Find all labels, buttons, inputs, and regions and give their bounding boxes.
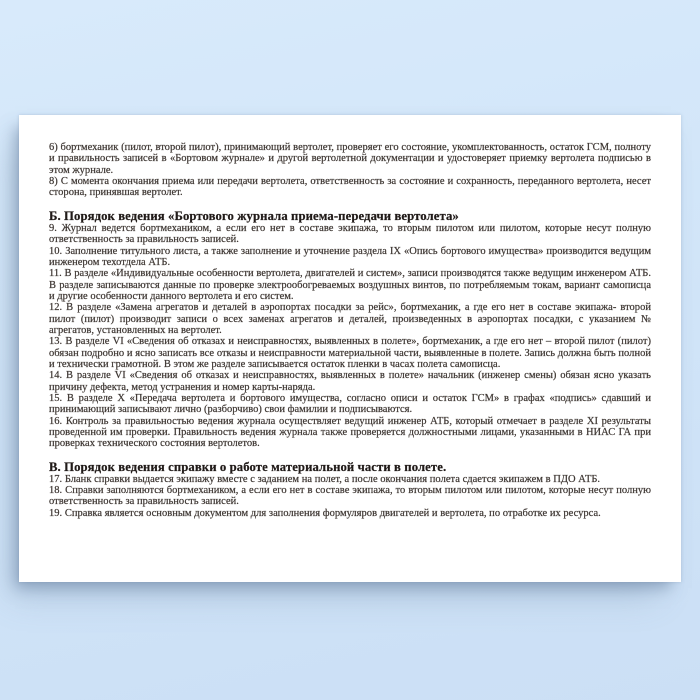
para-item-16: 16. Контроль за правильностью ведения журнала осуществляет ведущий инженер АТБ, который отмечает в разделе XI результаты проведенной им проверки. Правильность ведения журнала также проверяется должностными лицами, указанными в НИАС ГА при проверках технического состояния вертолетов. xyxy=(49,415,651,450)
para-item-18: 18. Справки заполняются бортмехаником, а если его нет в составе экипажа, то вторым пилотом или пилотом, которые несут полную ответственность за правильность записей. xyxy=(49,485,651,508)
para-item-17: 17. Бланк справки выдается экипажу вместе с заданием на полет, а после окончания полета сдается экипажем в ПДО АТБ. xyxy=(49,473,601,485)
para-item-13: 13. В разделе VI «Сведения об отказах и неисправностях, выявленных в полете», бортмеханик, а где его нет – второй пилот (пилот) обязан подробно и ясно записать все отказы и неисправности материальной части, выявленные в полете. Запись должна быть полной и технически грамотной. В этом же разделе записывается остаток пленки в часах полета самописца. xyxy=(49,336,651,370)
section-heading-v: В. Порядок ведения справки о работе материальной части в полете. xyxy=(49,459,447,474)
para-item-14: 14. В разделе VI «Сведения об отказах и неисправностях, выявленных в полете» начальник (инженер смены) обязан ясно указать причину дефекта, метод устранения и номер карты-наряда. xyxy=(49,370,651,393)
para-item-19: 19. Справка является основным документом для заполнения формуляров двигателей и вертолета, по отработке их ресурса. xyxy=(49,507,601,519)
para-item-15: 15. В разделе X «Передача вертолета и бортового имущества, согласно описи и остаток ГСМ» в графах «подпись» сдавший и принимающий записывают лично (разборчиво) свои фамилии и подписываются. xyxy=(49,392,651,416)
para-item-11: 11. В разделе «Индивидуальные особенности вертолета, двигателей и систем», записи производятся также ведущим инженером АТБ. В разделе записываются данные по проверке электрообогреваемых воздушных винтов, по потребляемым токам, вариант самописца и другие особенности данного вертолета и его систем. xyxy=(49,268,651,302)
para-item-6: 6) бортмеханик (пилот, второй пилот), принимающий вертолет, проверяет его состояние, укомплектованность, остаток ГСМ, полноту и правильность записей в «Бортовом журнале» и другой вертолетной документации и удостоверяет приемку вертолета подписью в этом журнале. xyxy=(49,142,651,176)
section-heading-b: Б. Порядок ведения «Бортового журнала приема-передачи вертолета» xyxy=(49,208,459,223)
document-page xyxy=(19,115,681,582)
document-body xyxy=(49,142,651,519)
para-item-9: 9. Журнал ведется бортмехаником, а если его нет в составе экипажа, то вторым пилотом или пилотом, которые несут полную ответственность за правильность записей. xyxy=(49,222,651,246)
para-item-12: 12. В разделе «Замена агрегатов и деталей в аэропортах посадки за рейс», бортмеханик, а где его нет в составе экипажа- второй пилот (пилот) производит записи о всех заменах агрегатов и деталей, произведенных в аэропортах посадки, с указанием № агрегатов, установленных на вертолет. xyxy=(49,302,651,336)
para-item-8: 8) С момента окончания приема или передачи вертолета, ответственность за состояние и сохранность, переданного вертолета, несет сторона, принявшая вертолет. xyxy=(49,176,651,199)
para-item-10: 10. Заполнение титульного листа, а также заполнение и уточнение раздела IX «Опись бортового имущества» производится ведущим инженером техотдела АТБ. xyxy=(49,245,651,268)
